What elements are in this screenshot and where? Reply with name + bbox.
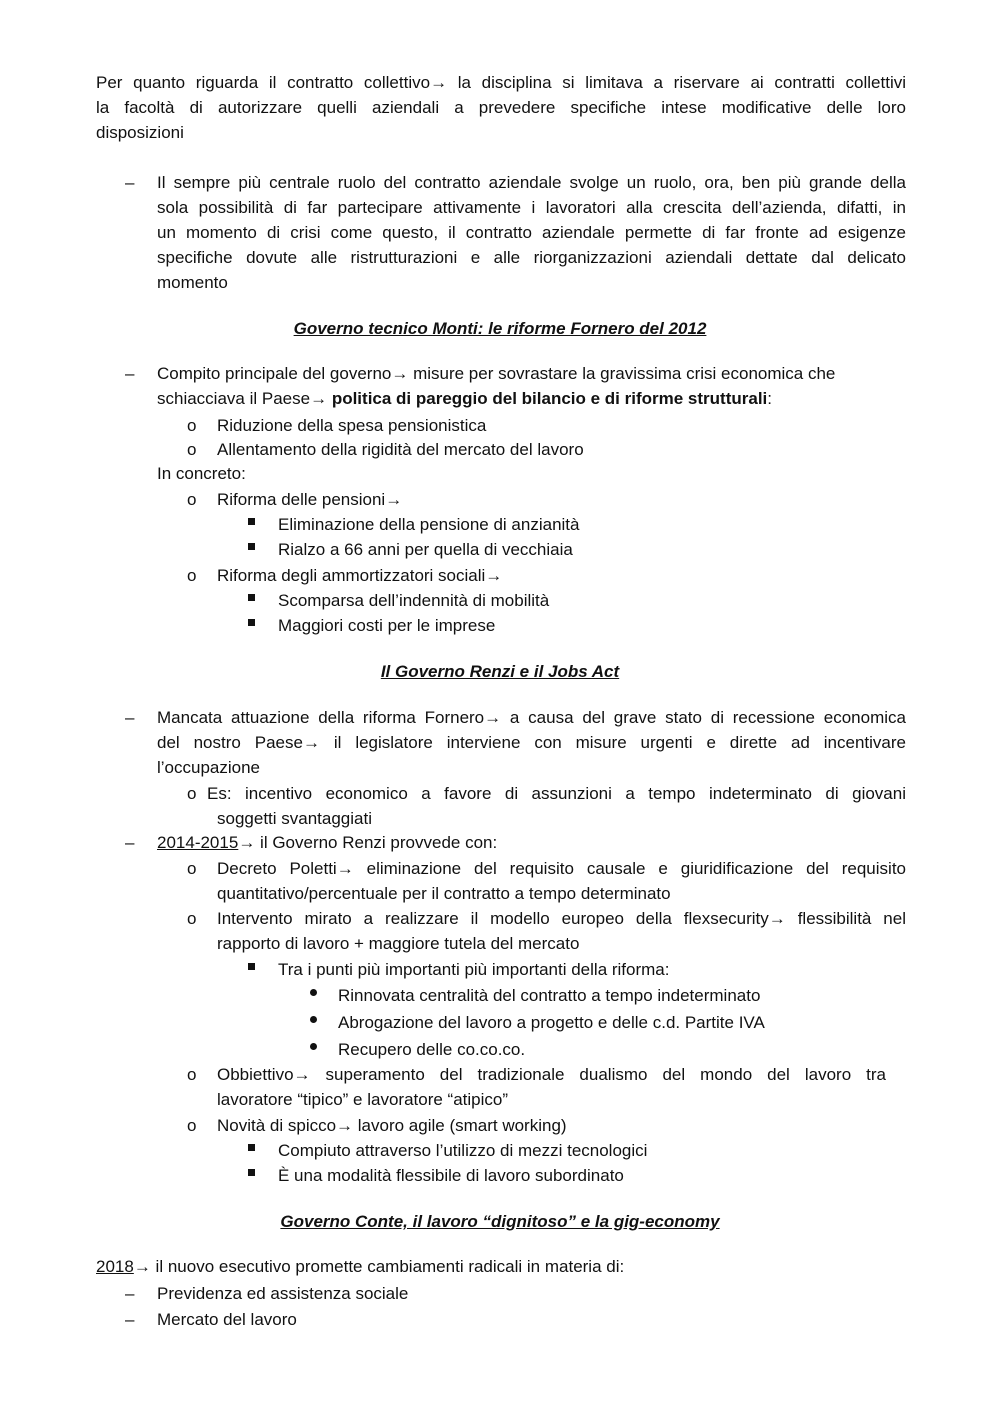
intro-line-1: Per quanto riguarda il contratto collettivo→ la disciplina si limitava a riservare ai contratti collettivi [96,73,906,92]
circle-marker: o [187,909,197,928]
sec1-item-3: Riforma delle pensioni→ [217,490,403,509]
section-heading-renzi: Il Governo Renzi e il Jobs Act [380,662,620,681]
sec2-point-3: Recupero delle co.co.co. [338,1040,526,1059]
sec2-item-3-line-2: rapporto di lavoro + maggiore tutela del mercato [217,934,580,953]
dash-marker: – [125,833,135,852]
sec2-sub-1: Tra i punti più importanti più importanti della riforma: [278,960,670,979]
intro-line-3: disposizioni [96,123,184,142]
sec2-item-1-line-1: Es: incentivo economico a favore di assunzioni a tempo indeterminato di giovani [207,784,906,803]
dash-marker: – [125,364,135,383]
sec2-item-2-line-2: quantitativo/percentuale per il contratto a tempo determinato [217,884,671,903]
circle-marker: o [187,440,197,459]
sec1-sub-2: Rialzo a 66 anni per quella di vecchiaia [278,540,573,559]
sec2-item-4-line-1: Obbiettivo→ superamento del tradizionale dualismo del mondo del lavoro tra [217,1065,886,1084]
sec2-item-2-line-1: Decreto Poletti→ eliminazione del requisito causale e giuridificazione del requisito [217,859,906,878]
sec2-dash1-line-2: del nostro Paese→ il legislatore interviene con misure urgenti e dirette ad incentivare [157,733,906,752]
circle-marker: o [187,1065,197,1084]
sec1-sub-4: Maggiori costi per le imprese [278,616,496,635]
sec3-intro-line [96,1254,624,1279]
dash-marker: – [125,1284,135,1303]
sec2-item-1-line-2: soggetti svantaggiati [217,809,372,828]
sec3-intro-text: → il nuovo esecutivo promette cambiamenti radicali in materia di: [133,1257,625,1276]
sec1-dash1-text: schiacciava il Paese→ [157,389,332,408]
dash1-line-3: un momento di crisi come questo, il contratto aziendale permette di far fronte ad esigenze [157,223,906,242]
sec2-dash1-line-1: Mancata attuazione della riforma Fornero→ a causa del grave stato di recessione economica [157,708,906,727]
sec1-item-4: Riforma degli ammortizzatori sociali→ [217,566,503,585]
sec1-concrete-label: In concreto: [157,464,246,483]
intro-line-2: la facoltà di autorizzare quelli aziendali a prevedere specifiche intese modificative delle loro [96,98,906,117]
sec1-sub-3: Scomparsa dell’indennità di mobilità [278,591,550,610]
round-bullet-icon [310,1043,317,1050]
square-bullet-icon [248,1169,255,1176]
sec1-dash1-line-1: Compito principale del governo→ misure per sovrastare la gravissima crisi economica che [157,364,836,383]
dash-marker: – [125,708,135,727]
square-bullet-icon [248,619,255,626]
square-bullet-icon [248,518,255,525]
section-heading-conte: Governo Conte, il lavoro “dignitoso” e la gig-economy [280,1212,720,1231]
sec2-dash1-line-3: l’occupazione [157,758,261,777]
sec1-dash1-line-2 [157,386,772,411]
sec2-year: 2014-2015 [157,833,239,852]
section-heading-monti: Governo tecnico Monti: le riforme Fornero del 2012 [293,319,707,338]
sec2-point-2: Abrogazione del lavoro a progetto e delle c.d. Partite IVA [338,1013,765,1032]
sec3-item-2: Mercato del lavoro [157,1310,297,1329]
square-bullet-icon [248,594,255,601]
circle-marker: o [187,566,197,585]
sec3-year: 2018 [96,1257,134,1276]
sec2-sub-3: È una modalità flessibile di lavoro subordinato [278,1166,624,1185]
sec3-item-1: Previdenza ed assistenza sociale [157,1284,409,1303]
circle-marker: o [187,490,197,509]
circle-marker: o [187,784,197,803]
dash-marker: – [125,173,135,192]
circle-marker: o [187,416,197,435]
sec2-item-5: Novità di spicco→ lavoro agile (smart working) [217,1116,567,1135]
sec1-dash1-colon: : [767,389,772,408]
sec1-sub-1: Eliminazione della pensione di anzianità [278,515,580,534]
sec1-dash1-bold: politica di pareggio del bilancio e di riforme strutturali [331,389,768,408]
sec2-item-4-line-2: lavoratore “tipico” e lavoratore “atipico” [217,1090,509,1109]
dash1-line-5: momento [157,273,228,292]
sec2-point-1: Rinnovata centralità del contratto a tempo indeterminato [338,986,761,1005]
sec1-item-1: Riduzione della spesa pensionistica [217,416,487,435]
round-bullet-icon [310,989,317,996]
square-bullet-icon [248,543,255,550]
sec2-sub-2: Compiuto attraverso l’utilizzo di mezzi tecnologici [278,1141,648,1160]
round-bullet-icon [310,1016,317,1023]
sec2-item-3-line-1: Intervento mirato a realizzare il modello europeo della flexsecurity→ flessibilità nel [217,909,906,928]
sec1-item-2: Allentamento della rigidità del mercato del lavoro [217,440,584,459]
dash-marker: – [125,1310,135,1329]
square-bullet-icon [248,963,255,970]
sec2-dash2-line [157,830,497,855]
square-bullet-icon [248,1144,255,1151]
dash1-line-1: Il sempre più centrale ruolo del contratto aziendale svolge un ruolo, ora, ben più grande della [157,173,906,192]
dash1-line-2: sola possibilità di far partecipare attivamente i lavoratori alla crescita dell’azienda, difatti, in [157,198,906,217]
circle-marker: o [187,1116,197,1135]
circle-marker: o [187,859,197,878]
sec2-dash2-text: → il Governo Renzi provvede con: [238,833,498,852]
dash1-line-4: specifiche dovute alle ristrutturazioni e alle riorganizzazioni aziendali dettate dal delicato [157,248,906,267]
